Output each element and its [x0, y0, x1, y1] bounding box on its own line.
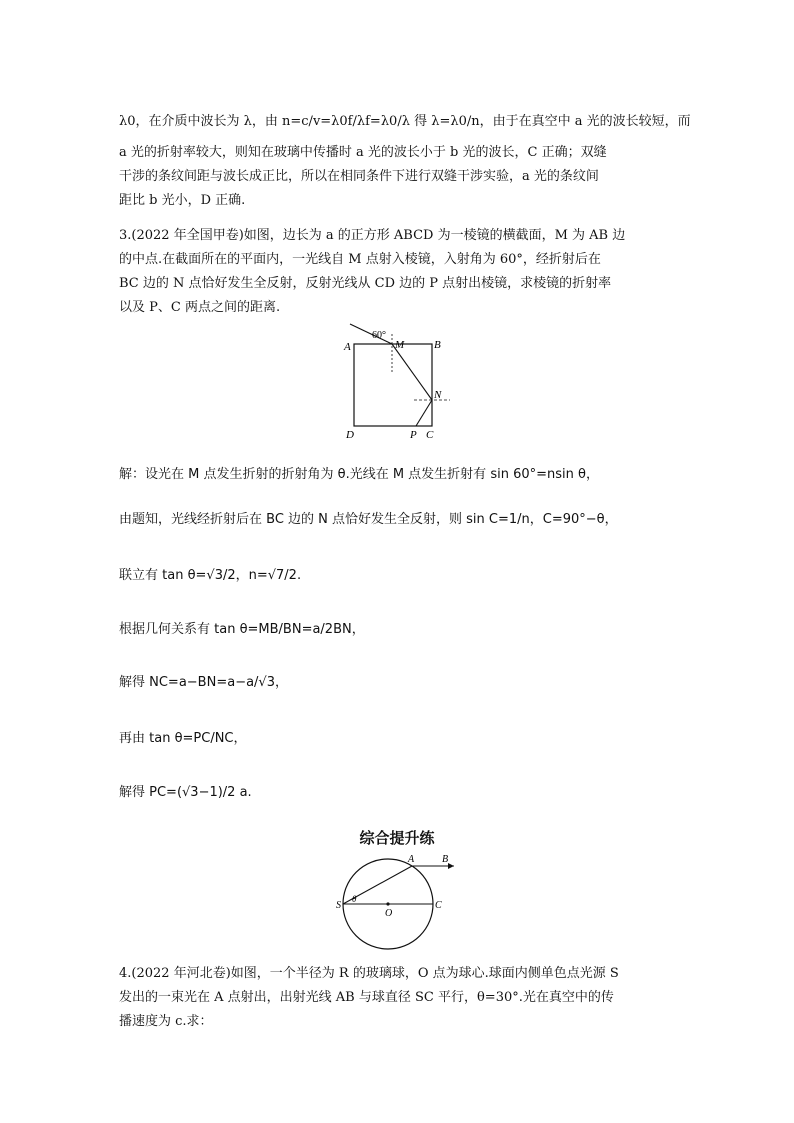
- center-o-label: O: [385, 908, 393, 919]
- point-a-label: A: [408, 854, 415, 865]
- solution-line-2: 由题知，光线经折射后在 BC 边的 N 点恰好发生全反射，则 sin C=1/n，C=90°−θ，: [119, 512, 618, 527]
- solution-line-1: 解：设光在 M 点发生折射的折射角为 θ.光线在 M 点发生折射有 sin 60°=nsin θ，: [119, 467, 599, 482]
- solution-line-4: 根据几何关系有 tan θ=MB/BN=a/2BN，: [119, 622, 365, 637]
- vertex-b-label: B: [434, 339, 441, 351]
- q3-line-2: 的中点.在截面所在的平面内，一光线自 M 点射入棱镜，入射角为 60°，经折射后在: [119, 252, 601, 267]
- q4-line-1: 4.(2022 年河北卷)如图，一个半径为 R 的玻璃球，O 点为球心.球面内侧单色点光源 S: [119, 966, 619, 981]
- solution-line-6: 再由 tan θ=PC/NC，: [119, 731, 247, 746]
- sphere-figure: [336, 852, 466, 952]
- q4-line-3: 播速度为 c.求：: [119, 1014, 213, 1029]
- vertex-d-label: D: [346, 429, 354, 441]
- point-b-label: B: [442, 854, 449, 865]
- point-n-label: N: [434, 389, 442, 401]
- intro-line-3: 干涉的条纹间距与波长成正比，所以在相同条件下进行双缝干涉实验，a 光的条纹间: [119, 169, 599, 184]
- q3-line-4: 以及 P、C 两点之间的距离.: [119, 300, 281, 315]
- theta-label: θ: [352, 894, 357, 904]
- intro-line-2: a 光的折射率较大，则知在玻璃中传播时 a 光的波长小于 b 光的波长，C 正确；双缝: [119, 145, 607, 160]
- solution-line-3: 联立有 tan θ=√3/2，n=√7/2.: [119, 568, 302, 583]
- vertex-c-label: C: [426, 429, 434, 441]
- angle-label: 60°: [372, 330, 386, 341]
- point-s-label: S: [336, 900, 341, 911]
- intro-line-1: λ0，在介质中波长为 λ，由 n=c/v=λ0f/λf=λ0/λ 得 λ=λ0/n，由于在真空中 a 光的波长较短，而: [119, 114, 691, 129]
- prism-figure: [340, 320, 460, 444]
- point-p-label: P: [410, 429, 417, 441]
- solution-line-5: 解得 NC=a−BN=a−a/√3，: [119, 675, 288, 690]
- q3-line-1: 3.(2022 年全国甲卷)如图，边长为 a 的正方形 ABCD 为一棱镜的横截面，M 为 AB 边: [119, 228, 626, 243]
- section-title: 综合提升练: [359, 829, 435, 847]
- q4-line-2: 发出的一束光在 A 点射出，出射光线 AB 与球直径 SC 平行，θ=30°.光在真空中的传: [119, 990, 614, 1005]
- q3-line-3: BC 边的 N 点恰好发生全反射，反射光线从 CD 边的 P 点射出棱镜，求棱镜的折射率: [119, 276, 612, 291]
- intro-line-4: 距比 b 光小，D 正确.: [119, 193, 246, 208]
- point-c-label: C: [435, 900, 442, 911]
- vertex-a-label: A: [344, 341, 351, 353]
- solution-line-7: 解得 PC=(√3−1)/2 a.: [119, 785, 252, 800]
- point-m-label: M: [395, 339, 405, 351]
